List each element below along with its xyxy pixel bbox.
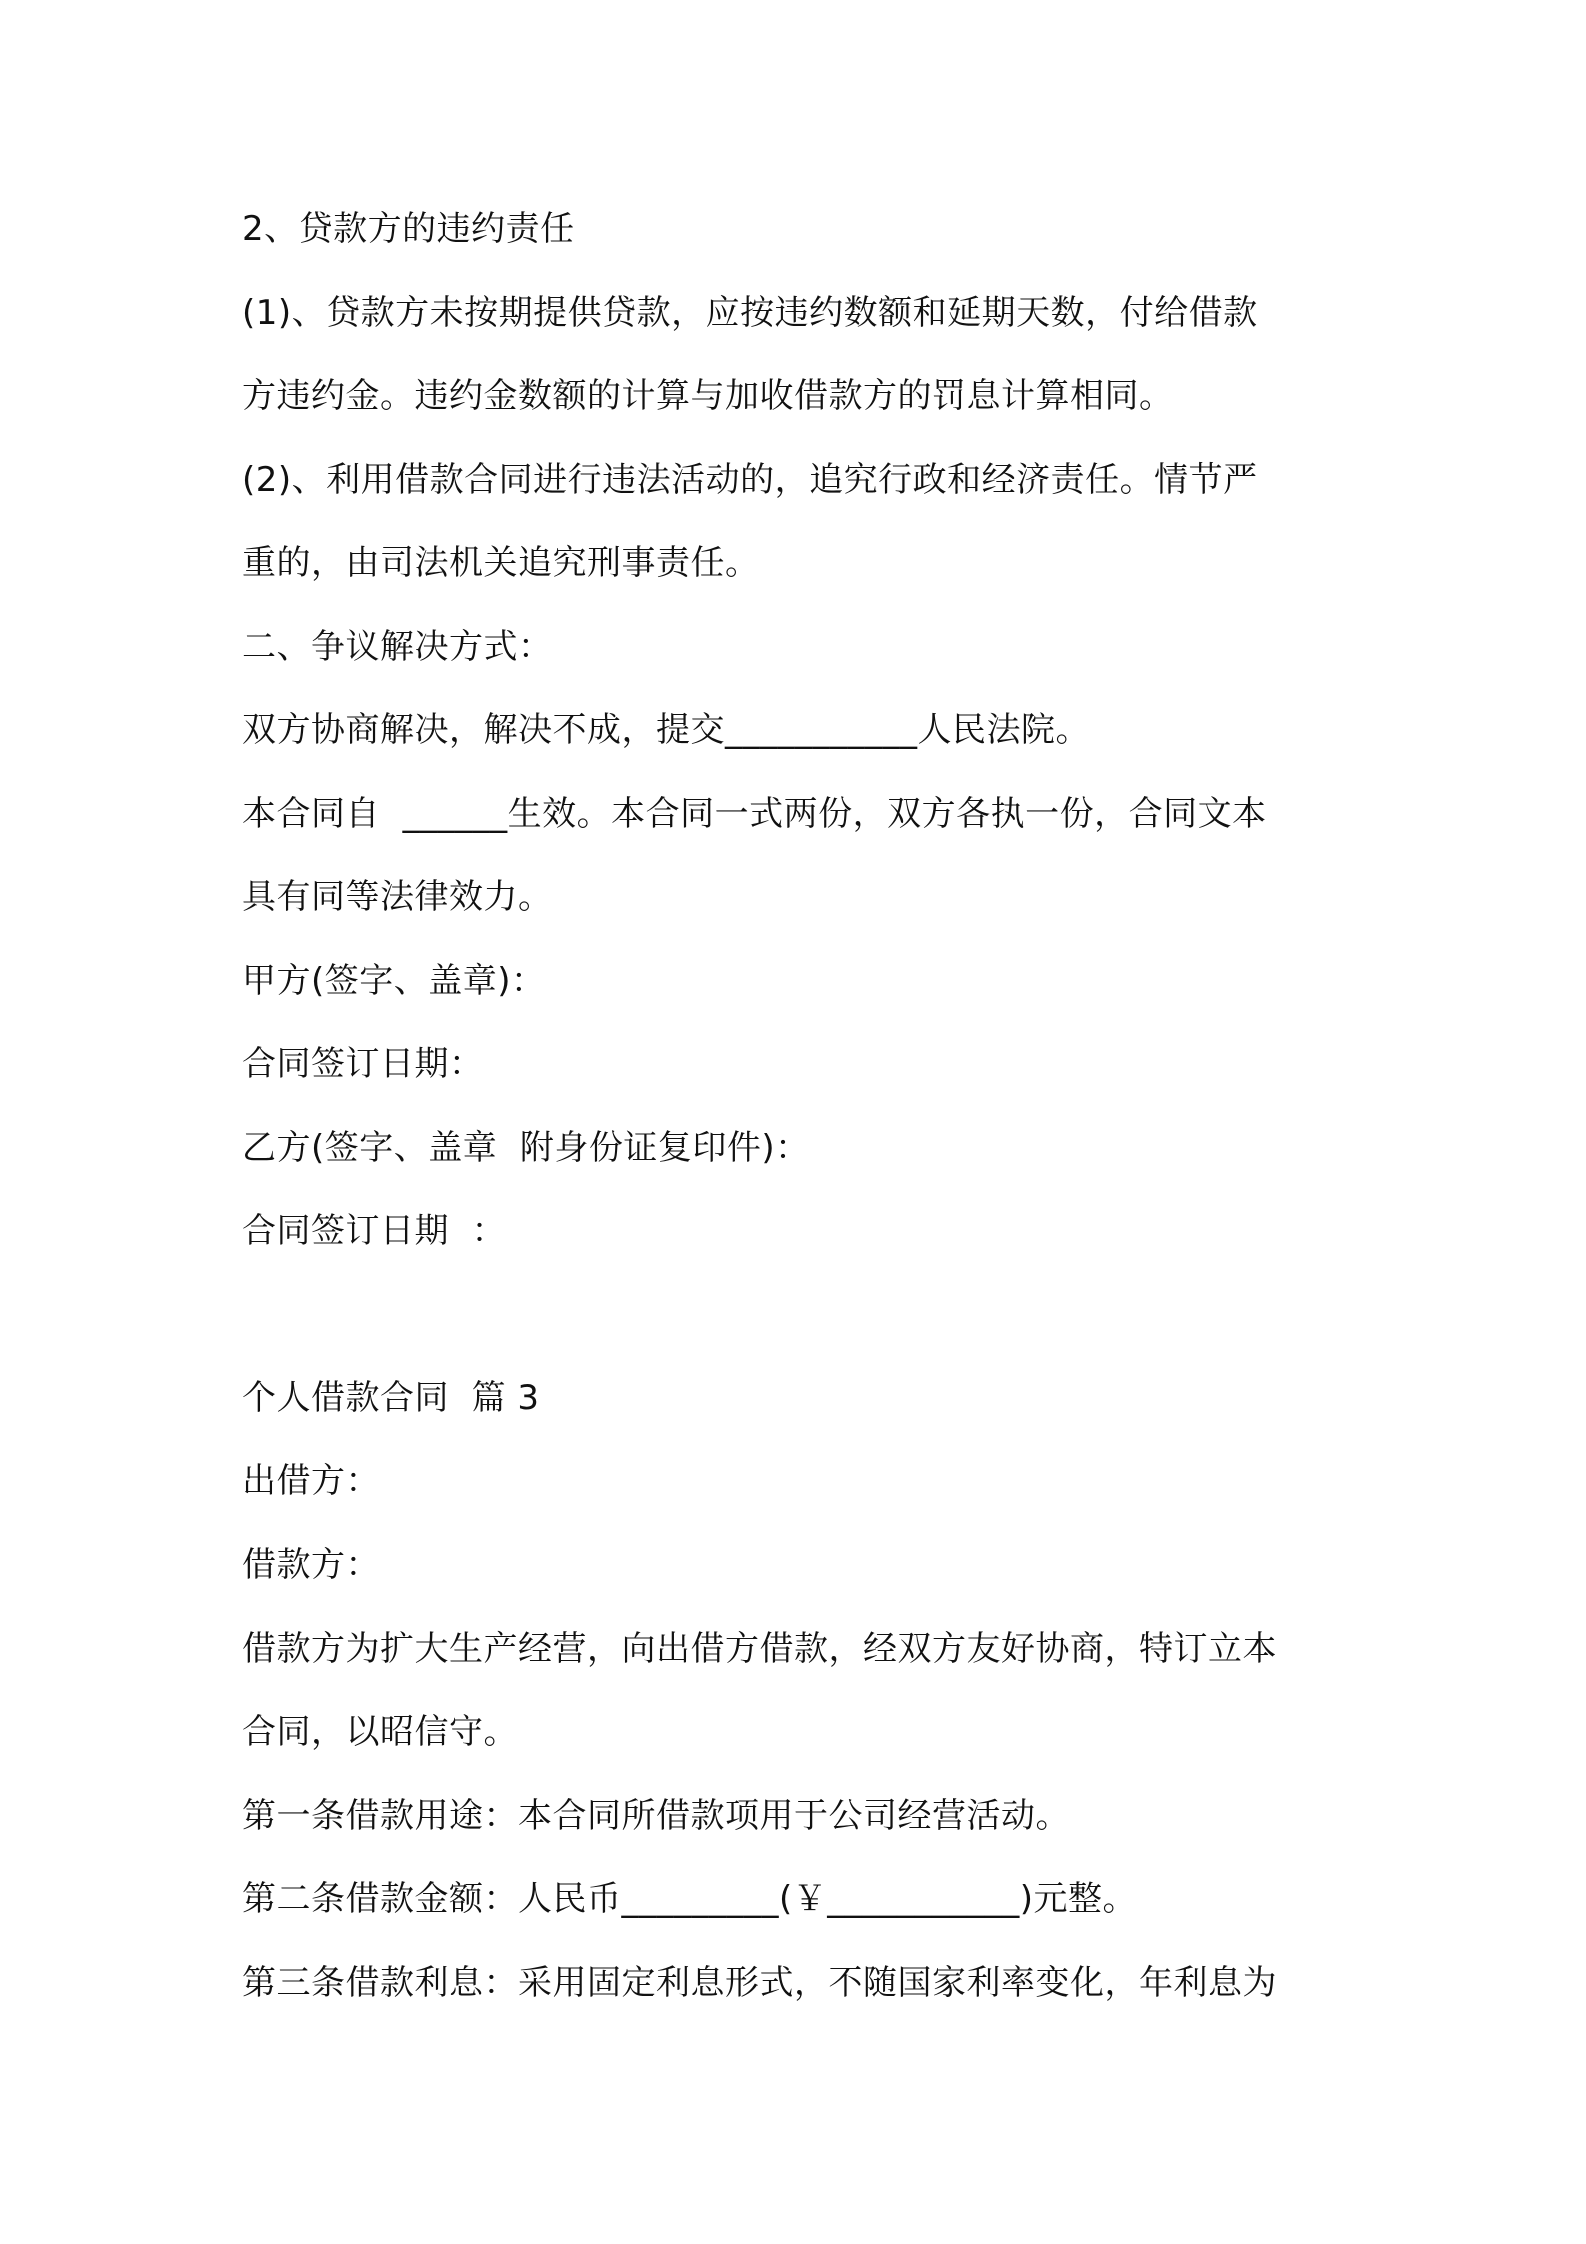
clause-text: 借款方为扩大生产经营，向出借方借款，经双方友好协商，特订立本 xyxy=(242,1629,1277,1669)
section-heading-dispute-resolution: 二、争议解决方式： xyxy=(242,627,553,667)
contract-title: 个人借款合同 篇 3 xyxy=(242,1378,540,1418)
clause-text: 重的，由司法机关追究刑事责任。 xyxy=(242,543,760,583)
clause-text: 双方协商解决，解决不成，提交___________人民法院。 xyxy=(242,710,1090,750)
article-two: 第二条借款金额：人民币_________(￥___________)元整。 xyxy=(242,1879,1138,1919)
clause-text: (2)、利用借款合同进行违法活动的，追究行政和经济责任。情节严 xyxy=(242,460,1258,500)
borrower-line: 借款方： xyxy=(242,1545,380,1585)
signing-date-line: 合同签订日期： xyxy=(242,1044,484,1084)
clause-text: (1)、贷款方未按期提供贷款，应按违约数额和延期天数，付给借款 xyxy=(242,293,1258,333)
lender-line: 出借方： xyxy=(242,1461,380,1501)
signing-date-line: 合同签订日期 ： xyxy=(242,1211,507,1251)
clause-text: 本合同自 ______生效。本合同一式两份，双方各执一份，合同文本 xyxy=(242,794,1267,834)
clause-text: 具有同等法律效力。 xyxy=(242,877,553,917)
signature-line-party-a: 甲方(签字、盖章)： xyxy=(242,961,546,1001)
clause-text: 合同，以昭信守。 xyxy=(242,1712,518,1752)
article-one: 第一条借款用途：本合同所借款项用于公司经营活动。 xyxy=(242,1796,1070,1836)
article-three: 第三条借款利息：采用固定利息形式，不随国家利率变化，年利息为 xyxy=(242,1963,1277,2003)
section-heading-lender-liability: 2、贷款方的违约责任 xyxy=(242,209,575,249)
clause-text: 方违约金。违约金数额的计算与加收借款方的罚息计算相同。 xyxy=(242,376,1174,416)
signature-line-party-b: 乙方(签字、盖章 附身份证复印件)： xyxy=(242,1128,810,1168)
